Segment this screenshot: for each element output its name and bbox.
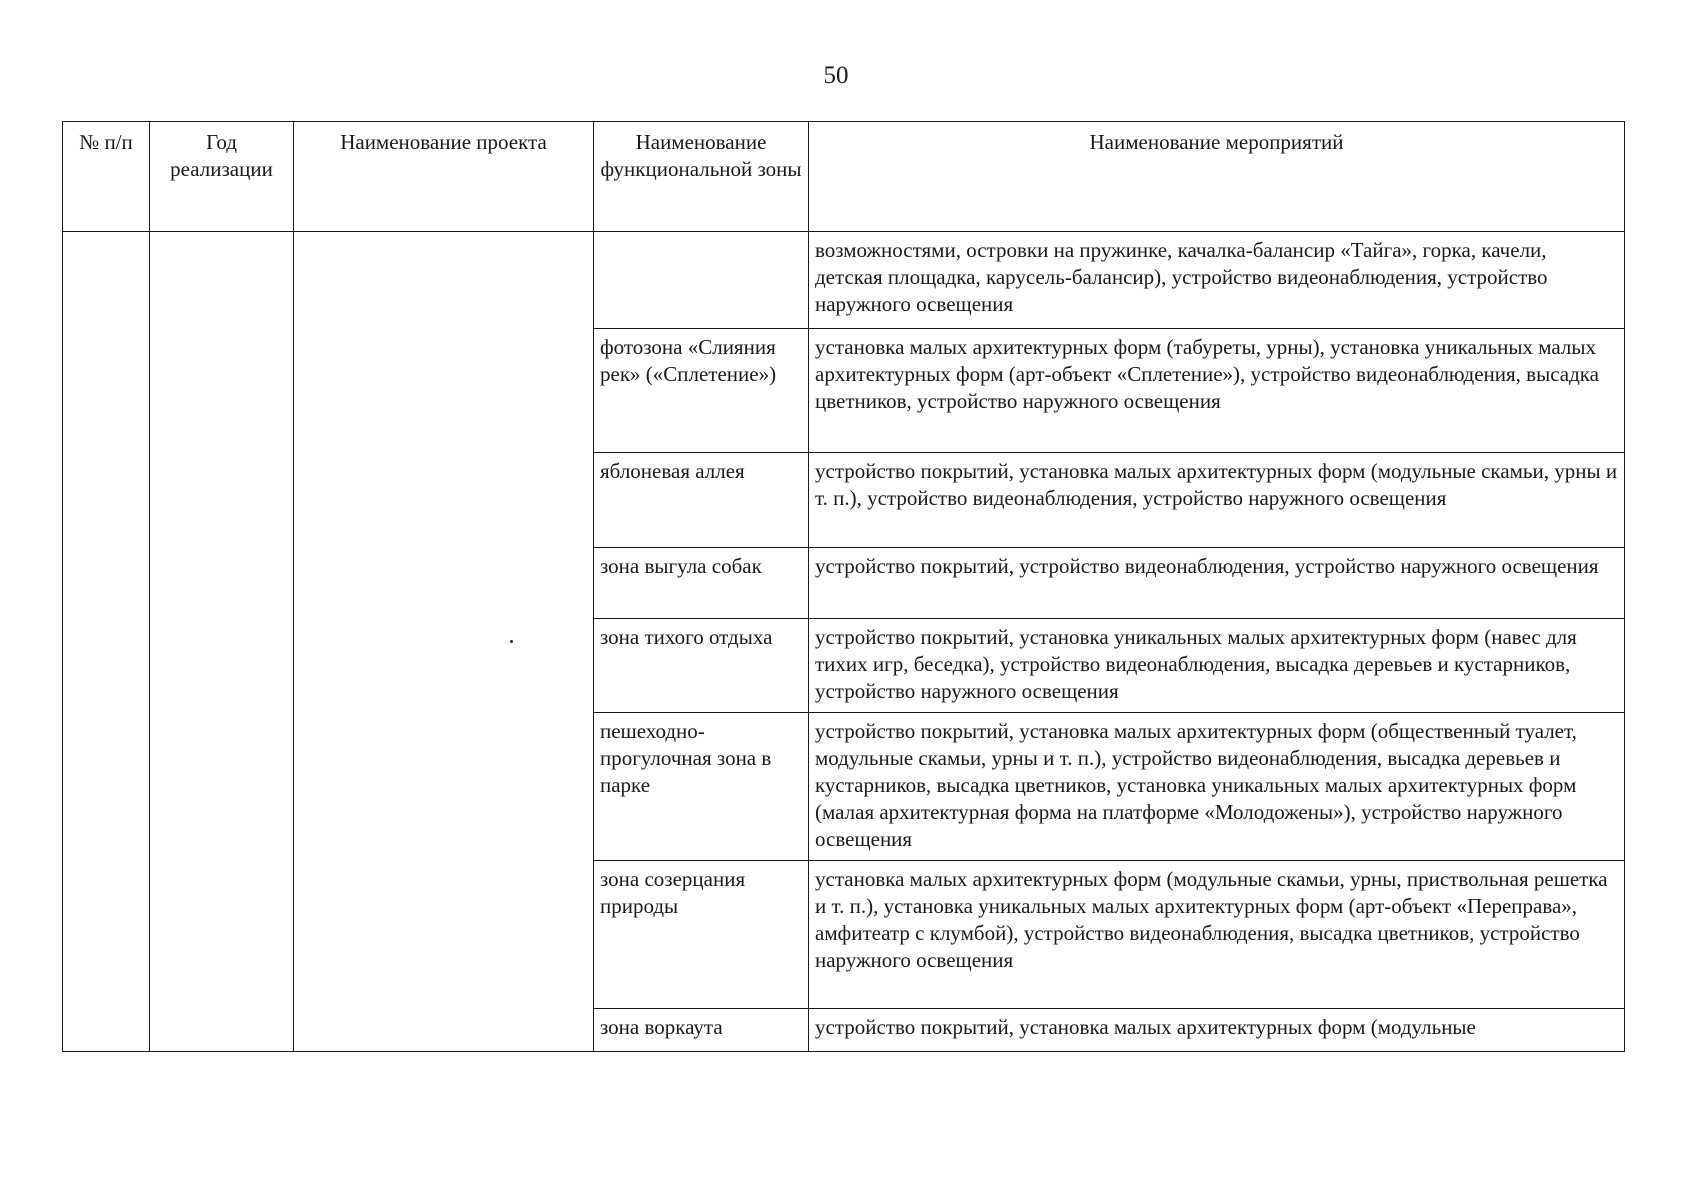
header-project-name: Наименование проекта (294, 122, 594, 232)
zone-cell: зона выгула собак (594, 548, 809, 619)
measures-cell: устройство покрытий, установка малых архитектурных форм (модульные скамьи, урны и т. п.), устройство видеонаблюдения, устройство наружного освещения (809, 453, 1625, 548)
scan-speck (510, 640, 513, 643)
zone-cell: зона воркаута (594, 1009, 809, 1052)
measures-cell: установка малых архитектурных форм (модульные скамьи, урны, приствольная решетка и т. п.), установка уникальных малых архитектурных форм (арт-объект «Переправа», амфитеатр с клумбой), устройство видеонаблюдения, высадка цветников, устройство наружного освещения (809, 861, 1625, 1009)
zone-cell: зона тихого отдыха (594, 619, 809, 713)
zone-cell: яблоневая аллея (594, 453, 809, 548)
project-name-cell (294, 232, 594, 1052)
zone-cell (594, 232, 809, 329)
table-header-row (63, 122, 1625, 232)
header-measures-name: Наименование мероприятий (809, 122, 1625, 232)
measures-cell: устройство покрытий, установка малых архитектурных форм (модульные (809, 1009, 1625, 1052)
number-cell (63, 232, 150, 1052)
header-year: Год реализации (150, 122, 294, 232)
zone-cell: фотозона «Слияния рек» («Сплетение») (594, 329, 809, 453)
zone-cell: зона созерцания природы (594, 861, 809, 1009)
year-cell (150, 232, 294, 1052)
measures-cell: устройство покрытий, установка малых архитектурных форм (общественный туалет, модульные скамьи, урны и т. п.), устройство видеонаблюдения, высадка деревьев и кустарников, высадка цветников, установка уникальных малых архитектурных форм (малая архитектурная форма на платформе «Молодожены»), устройство наружного освещения (809, 713, 1625, 861)
measures-cell: устройство покрытий, установка уникальных малых архитектурных форм (навес для тихих игр, беседка), устройство видеонаблюдения, высадка деревьев и кустарников, устройство наружного освещения (809, 619, 1625, 713)
zone-cell: пешеходно-прогулочная зона в парке (594, 713, 809, 861)
page-number: 50 (823, 62, 849, 89)
header-zone-name: Наименование функциональной зоны (594, 122, 809, 232)
measures-table (62, 121, 1625, 1052)
table-row (63, 232, 1625, 329)
measures-cell: возможностями, островки на пружинке, качалка-балансир «Тайга», горка, качели, детская площадка, карусель-балансир), устройство видеонаблюдения, устройство наружного освещения (809, 232, 1625, 329)
measures-cell: установка малых архитектурных форм (табуреты, урны), установка уникальных малых архитектурных форм (арт-объект «Сплетение»), устройство видеонаблюдения, высадка цветников, устройство наружного освещения (809, 329, 1625, 453)
header-number: № п/п (63, 122, 150, 232)
measures-cell: устройство покрытий, устройство видеонаблюдения, устройство наружного освещения (809, 548, 1625, 619)
